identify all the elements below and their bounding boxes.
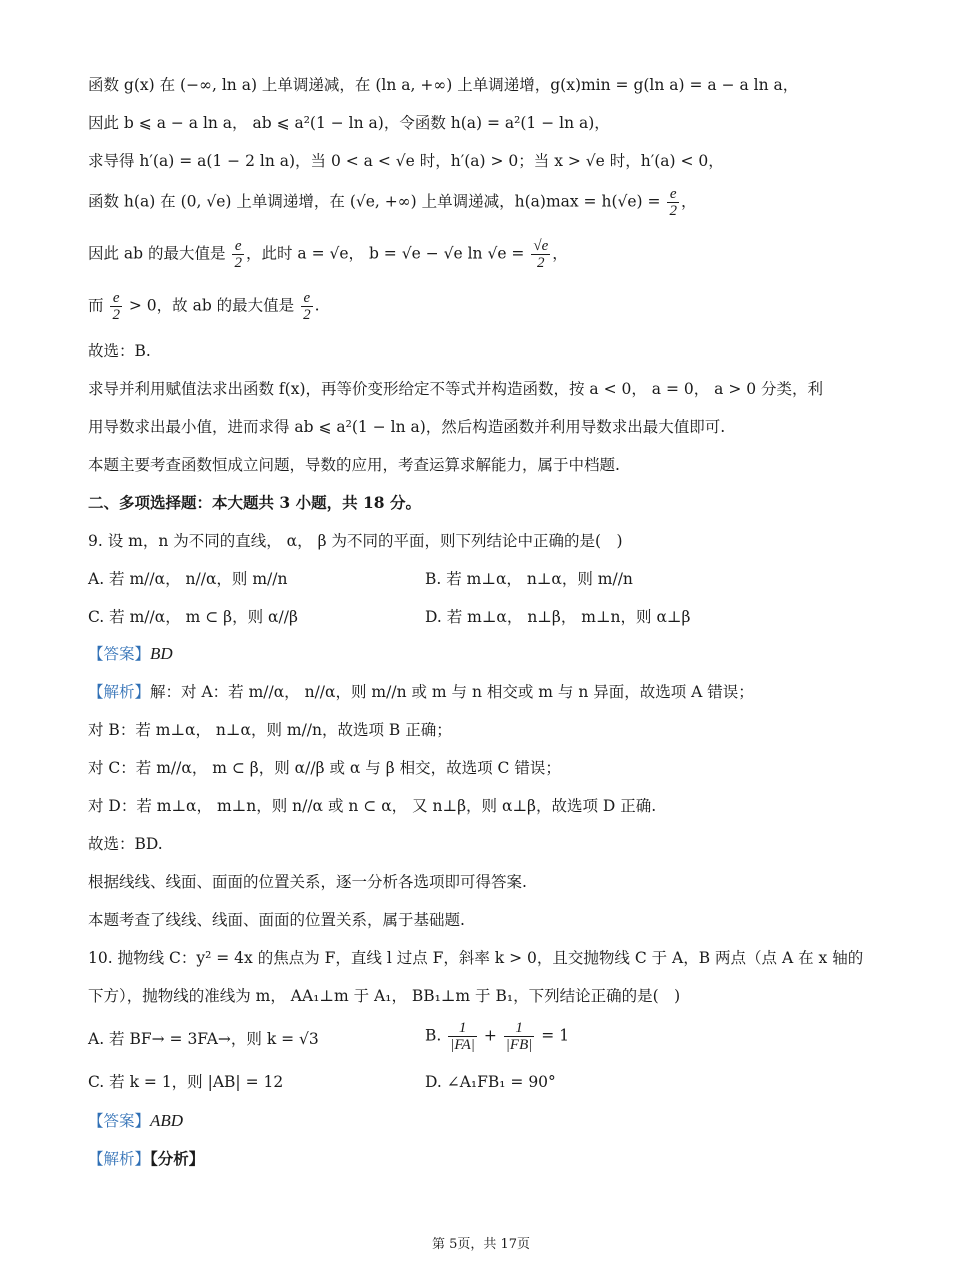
solution-line-3: 求导得 h′(a) = a(1 − 2 ln a)，当 0 < a < √e 时，h′(a) > 0；当 x > √e 时，h′(a) < 0， [88, 152, 724, 170]
analysis-line-1: 求导并利用赋值法求出函数 f(x)，再等价变形给定不等式并构造函数，按 a < 0， a = 0， a > 0 分类，利 [88, 380, 824, 398]
q9-option-c: C. 若 m//α， m ⊂ β，则 α//β [88, 608, 298, 626]
comment-line: 本题主要考查函数恒成立问题，导数的应用，考查运算求解能力，属于中档题. [88, 456, 620, 474]
fraction-e-over-2: $\frac{e}{2}$ [303, 290, 311, 323]
question-10-stem-2: 下方），抛物线的准线为 m， AA₁⊥m 于 A₁， BB₁⊥m 于 B₁，下列结论正确的是( ) [88, 987, 681, 1005]
solution-line-2: 因此 b ⩽ a − a ln a， ab ⩽ a²(1 − ln a)，令函数 h(a) = a²(1 − ln a)， [88, 114, 610, 132]
answer-tag: 【答案】 [88, 1112, 151, 1130]
fraction-1-over-fa: $\frac{1}{|FA|}$ [450, 1020, 475, 1053]
fraction-sqrt-e-over-2: $\frac{√e}{2}$ [533, 238, 549, 271]
solution-line-6: 而 $\frac{e}{2}$ > 0，故 ab 的最大值是 $\frac{e}{2}$ . [88, 290, 320, 323]
q10-option-d: D. ∠A₁FB₁ = 90° [425, 1073, 556, 1091]
solution-line-1: 函数 g(x) 在 (−∞, ln a) 上单调递减，在 (ln a, +∞) 上单调递增，g(x)min = g(ln a) = a − a ln a， [88, 76, 799, 94]
fraction-1-over-fb: $\frac{1}{|FB|}$ [505, 1020, 533, 1053]
q9-option-d: D. 若 m⊥α， n⊥β， m⊥n，则 α⊥β [425, 608, 691, 626]
page-footer: 第 5页，共 17页 [431, 1237, 531, 1252]
q10-analysis: 【解析】【分析】 [88, 1149, 205, 1168]
solution-line-5: 因此 ab 的最大值是 $\frac{e}{2}$ ，此时 a = √e， b = √e − √e ln √e = $\frac{√e}{2}$ ， [88, 238, 568, 271]
q10-option-b: B. $\frac{1}{|FA|}$ + $\frac{1}{|FB|}$ = 1 [425, 1020, 570, 1053]
q9-note-2: 本题考查了线线、线面、面面的位置关系，属于基础题. [88, 911, 465, 929]
q9-analysis-3: 对 C：若 m//α， m ⊂ β，则 α//β 或 α 与 β 相交，故选项 C 错误； [88, 759, 561, 777]
fraction-e-over-2: $\frac{e}{2}$ [669, 186, 677, 219]
q9-analysis-4: 对 D：若 m⊥α， m⊥n，则 n//α 或 n ⊂ α， 又 n⊥β，则 α⊥β，故选项 D 正确. [88, 797, 657, 815]
fraction-e-over-2: $\frac{e}{2}$ [112, 290, 120, 323]
question-9-stem: 9. 设 m，n 为不同的直线， α， β 为不同的平面，则下列结论中正确的是( ) [88, 532, 623, 550]
fraction-e-over-2: $\frac{e}{2}$ [234, 238, 242, 271]
q9-option-a: A. 若 m//α， n//α，则 m//n [88, 570, 288, 588]
analysis-tag: 【解析】 [88, 1150, 151, 1168]
section-heading: 二、多项选择题：本大题共 3 小题，共 18 分。 [88, 493, 421, 512]
question-10-stem-1: 10. 抛物线 C：y² = 4x 的焦点为 F，直线 l 过点 F，斜率 k > 0，且交抛物线 C 于 A，B 两点（点 A 在 x 轴的 [88, 949, 864, 967]
q9-note-1: 根据线线、线面、面面的位置关系，逐一分析各选项即可得答案. [88, 873, 527, 891]
q9-option-b: B. 若 m⊥α， n⊥α，则 m//n [425, 570, 633, 588]
q10-option-c: C. 若 k = 1，则 |AB| = 12 [88, 1073, 284, 1091]
q9-answer: 【答案】BD [88, 644, 173, 663]
q9-choice: 故选：BD. [88, 835, 163, 853]
q10-option-a: A. 若 BF→ = 3FA→，则 k = √3 [88, 1030, 319, 1048]
analysis-tag: 【解析】 [88, 683, 151, 701]
choice-line: 故选：B. [88, 342, 151, 360]
solution-line-4: 函数 h(a) 在 (0, √e) 上单调递增，在 (√e, +∞) 上单调递减，h(a)max = h(√e) = $\frac{e}{2}$ ， [88, 186, 697, 219]
q9-analysis-1: 【解析】解：对 A：若 m//α， n//α，则 m//n 或 m 与 n 相交或 m 与 n 异面，故选项 A 错误； [88, 683, 754, 701]
q10-answer: 【答案】ABD [88, 1111, 184, 1130]
q9-analysis-2: 对 B：若 m⊥α， n⊥α，则 m//n，故选项 B 正确； [88, 721, 452, 739]
analysis-line-2: 用导数求出最小值，进而求得 ab ⩽ a²(1 − ln a)，然后构造函数并利用导数求出最大值即可. [88, 418, 726, 436]
answer-tag: 【答案】 [88, 645, 151, 663]
